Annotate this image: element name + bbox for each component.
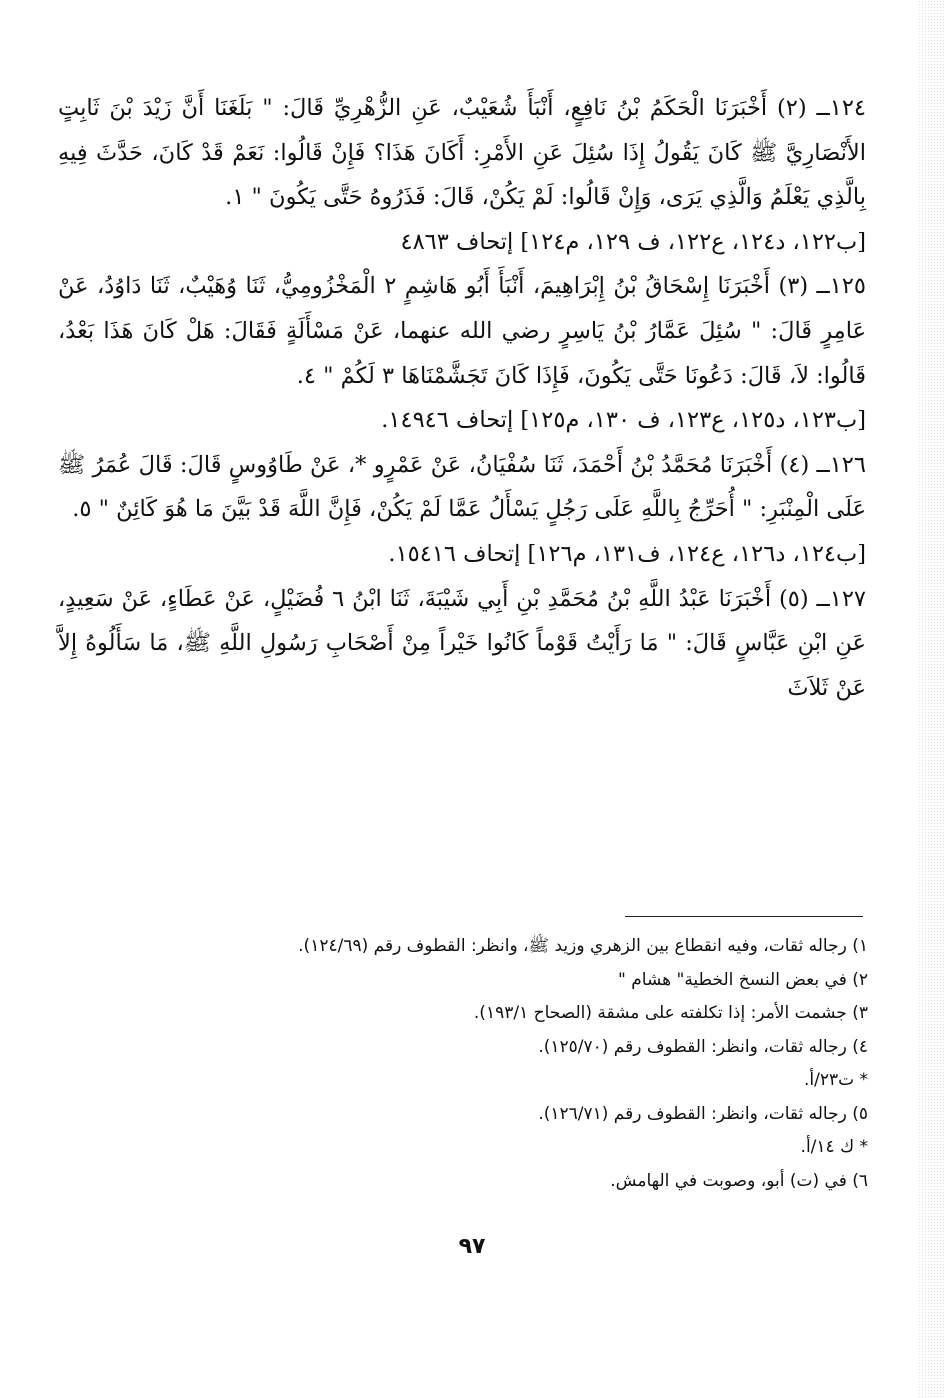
footnote-4: ٤) رجاله ثقات، وانظر: القطوف رقم (١٢٥/٧٠). bbox=[538, 1036, 868, 1057]
hadith-127: ١٢٧ــ (٥) أَخْبَرَنَا عَبْدُ اللَّهِ بْنُ مُحَمَّدِ بْنِ أَبِي شَيْبَةَ، ثَنَا ابْنُ ٦ فُضَيْلٍ، عَنْ عَطَاءٍ، عَنْ سَعِيدٍ، عَنِ ابْنِ عَبَّاسٍ قَالَ: " مَا رَأَيْتُ قَوْماً كَانُوا خَيْراً مِنْ أَصْحَابِ رَسُولِ اللَّهِ ﷺ، مَا سَأَلُوهُ إِلاَّ عَنْ ثَلاَثَ bbox=[58, 585, 867, 701]
footnote-5: ٥) رجاله ثقات، وانظر: القطوف رقم (١٢٦/٧١). bbox=[538, 1103, 868, 1124]
hadith-text bbox=[58, 86, 866, 710]
hadith-126: ١٢٦ــ (٤) أَخْبَرَنَا مُحَمَّدُ بْنُ أَحْمَدَ، ثَنَا سُفْيَانُ، عَنْ عَمْرٍو *، عَنْ طَاوُوسٍ قَالَ: قَالَ عُمَرُ ﷺ عَلَى الْمِنْبَرِ: " أُحَرِّجُ بِاللَّهِ عَلَى رَجُلٍ يَسْأَلُ عَمَّا لَمْ يَكُنْ، فَإِنَّ اللَّهَ قَدْ بَيَّنَ مَا هُوَ كَائِنٌ " ٥. bbox=[58, 451, 866, 523]
hadith-124: ١٢٤ــ (٢) أَخْبَرَنَا الْحَكَمُ بْنُ نَافِعٍ، أَنْبَأَ شُعَيْبٌ، عَنِ الزُّهْرِيِّ قَالَ: " بَلَغَنَا أَنَّ زَيْدَ بْنَ ثَابِتٍ الأَنْصَارِيَّ ﷺ كَانَ يَقُولُ إِذَا سُئِلَ عَنِ الأَمْرِ: أَكَانَ هَذَا؟ فَإِنْ قَالُوا: نَعَمْ قَدْ كَانَ، حَدَّثَ فِيهِ بِالَّذِي يَعْلَمُ وَالَّذِي يَرَى، وَإِنْ قَالُوا: لَمْ يَكُنْ، قَالَ: فَذَرُوهُ حَتَّى يَكُونَ " ١. bbox=[58, 95, 866, 211]
footnote-separator bbox=[625, 916, 863, 917]
footnote-2: ٢) في بعض النسخ الخطية" هشام " bbox=[618, 969, 868, 990]
hadith-126-reference: [ب١٢٤، د١٢٦، ع١٢٤، ف١٣١، م١٢٦] إتحاف ١٥٤١٦. bbox=[388, 540, 866, 567]
footnote-star-2: * ك ١٤/أ. bbox=[800, 1137, 868, 1157]
footnote-6: ٦) في (ت) أبو، وصوبت في الهامش. bbox=[610, 1170, 868, 1191]
footnote-3: ٣) جشمت الأمر: إذا تكلفته على مشقة (الصحاح ١٩٣/١). bbox=[473, 1003, 868, 1023]
footnote-1: ١) رجاله ثقات، وفيه انقطاع بين الزهري وزيد ﷺ، وانظر: القطوف رقم (١٢٤/٦٩). bbox=[298, 936, 868, 956]
footnotes bbox=[298, 930, 868, 1198]
page-number: ٩٧ bbox=[458, 1234, 486, 1259]
hadith-124-reference: [ب١٢٢، د١٢٤، ع١٢٢، ف ١٢٩، م١٢٤] إتحاف ٤٨٦٣ bbox=[400, 228, 866, 255]
footnote-star-1: * ت٢٣/أ. bbox=[803, 1070, 868, 1090]
hadith-125: ١٢٥ــ (٣) أَخْبَرَنَا إِسْحَاقُ بْنُ إِبْرَاهِيمَ، أَنْبَأَ أَبُو هَاشِمٍ ٢ الْمَخْزُومِيُّ، ثَنَا وُهَيْبٌ، ثَنَا دَاوُدُ، عَنْ عَامِرٍ قَالَ: " سُئِلَ عَمَّارُ بْنُ يَاسِرٍ رضي الله عنهما، عَنْ مَسْأَلَةٍ فَقَالَ: هَلْ كَانَ هَذَا بَعْدُ، قَالُوا: لاَ، قَالَ: دَعُونَا حَتَّى يَكُونَ، فَإِذَا كَانَ تَجَشَّمْنَاهَا ٣ لَكُمْ " ٤. bbox=[58, 273, 866, 389]
scan-edge-noise bbox=[918, 0, 944, 1398]
hadith-125-reference: [ب١٢٣، د١٢٥، ع١٢٣، ف ١٣٠، م١٢٥] إتحاف ١٤٩٤٦. bbox=[381, 407, 866, 434]
